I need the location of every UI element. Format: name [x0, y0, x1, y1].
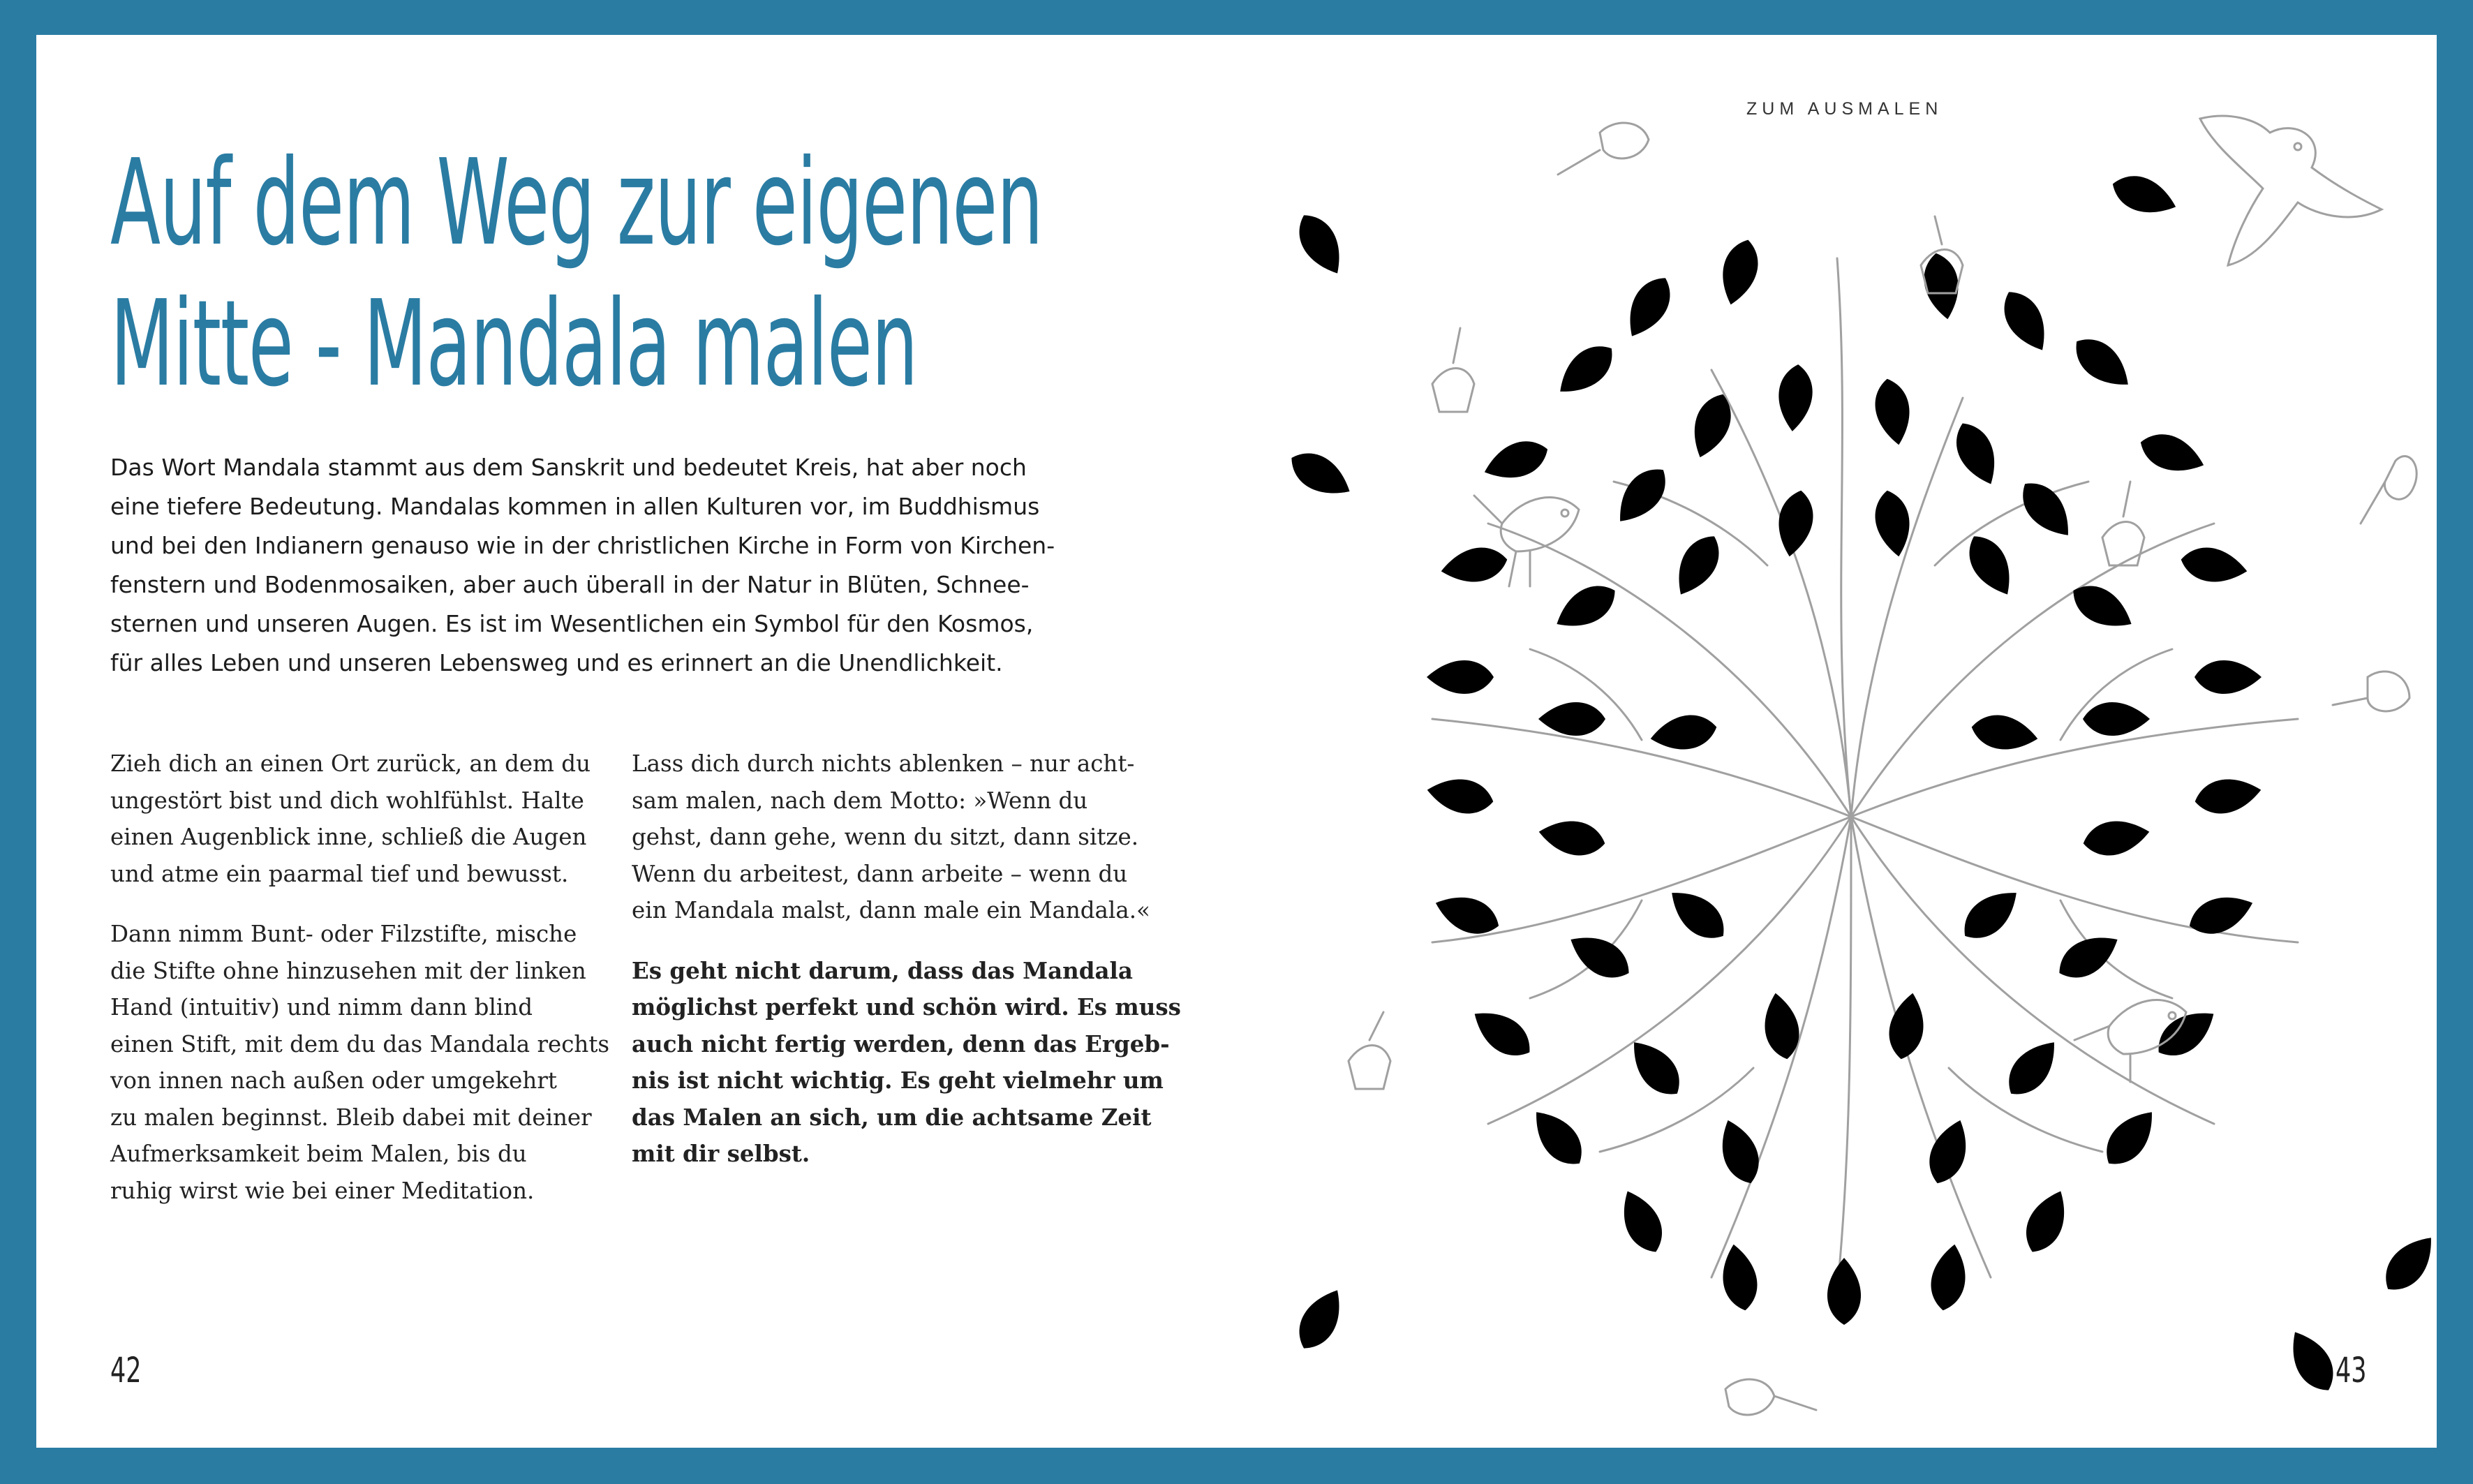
flying-bird-icon	[2200, 116, 2382, 265]
text-line: Aufmerksamkeit beim Malen, bis du	[110, 1141, 527, 1167]
leaf-icon	[2065, 576, 2139, 639]
leaf-icon	[1612, 1184, 1671, 1259]
leaf-icon	[1607, 459, 1677, 532]
left-text-column	[110, 745, 610, 1233]
text-line: einen Augenblick inne, schließ die Augen	[110, 824, 587, 850]
text-line: ruhig wirst wie bei einer Meditation.	[110, 1177, 535, 1204]
leaf-icon	[1759, 990, 1804, 1062]
leaf-icon	[2178, 543, 2250, 588]
leaf-icon	[1994, 283, 2057, 358]
leaf-icon	[1661, 880, 1734, 949]
motto-paragraph	[632, 745, 1162, 929]
text-line: zu malen beginnst. Bleib dabei mit deiner	[110, 1104, 592, 1131]
leaf-icon	[2375, 1227, 2437, 1300]
page-number-right: 43	[2335, 1350, 2367, 1390]
text-line: Zieh dich an einen Ort zurück, an dem du	[110, 750, 591, 777]
text-line: ungestört bist und dich wohlfühlst. Halte	[110, 787, 584, 814]
leaf-icon	[1684, 389, 1739, 463]
leaf-icon	[1439, 543, 1510, 588]
leaf-icon	[2017, 1184, 2076, 1259]
leaf-icon	[1773, 488, 1818, 560]
text-line: und atme ein paarmal tief und bewusst.	[110, 860, 569, 887]
text-line: die Stifte ohne hinzusehen mit der linken	[110, 957, 586, 984]
leaf-icon	[1827, 1258, 1861, 1325]
mandala-coloring-illustration	[1223, 35, 2437, 1448]
instruction-paragraph-2	[110, 916, 610, 1209]
instruction-paragraph-1	[110, 745, 599, 892]
section-label: ZUM AUSMALEN	[1746, 99, 1943, 119]
flower-bud-icon	[1558, 123, 2416, 1415]
leaf-icon	[2083, 702, 2150, 736]
intro-line: für alles Leben und unseren Lebensweg und es erinnert an die Unendlichkeit.	[110, 649, 1003, 676]
leaf-icon	[1479, 433, 1554, 488]
text-line: Es geht nicht darum, dass das Mandala	[632, 956, 1133, 984]
leaf-icon	[2066, 329, 2139, 398]
leaf-icon	[1714, 235, 1764, 309]
title-line-2: Mitte - Mandala malen	[110, 275, 918, 413]
leaf-icon	[1969, 711, 2041, 755]
text-line: Dann nimm Bunt- oder Filzstifte, mische	[110, 921, 577, 947]
leaf-icon	[2194, 660, 2262, 694]
text-line: einen Stift, mit dem du das Mandala rechts	[110, 1030, 610, 1058]
leaf-icon	[1538, 702, 1605, 736]
text-line: von innen nach außen oder umgekehrt	[110, 1067, 557, 1094]
right-text-column	[632, 745, 1181, 1196]
intro-line: und bei den Indianern genauso wie in der christlichen Kirche in Form von Kirchen-	[110, 532, 1055, 559]
leaf-icon	[1425, 773, 1497, 818]
leaf-icon	[1954, 880, 2027, 949]
page-title	[110, 133, 1043, 415]
leaf-icon	[1947, 416, 2006, 491]
leaf-icon	[1871, 376, 1915, 448]
leaf-icon	[1427, 660, 1494, 694]
leaf-icon	[1926, 1242, 1971, 1314]
title-line-1: Auf dem Weg zur eigenen	[110, 134, 1043, 272]
leaf-icon	[1998, 1032, 2067, 1104]
bell-flower-icon	[1349, 216, 2144, 1089]
intro-line: Das Wort Mandala stammt aus dem Sanskrit und bedeutet Kreis, hat aber noch	[110, 454, 1027, 481]
leaf-icon	[2107, 168, 2182, 223]
intro-line: eine tiefere Bedeutung. Mandalas kommen in allen Kulturen vor, im Buddhismus	[110, 493, 1040, 520]
text-line: Wenn du arbeitest, dann arbeite – wenn du	[632, 860, 1128, 887]
leaf-icon	[1536, 815, 1608, 860]
leaf-icon	[2012, 473, 2081, 546]
intro-line: fenstern und Bodenmosaiken, aber auch überall in der Natur in Blüten, Schnee-	[110, 571, 1030, 598]
leaf-icon	[1648, 711, 1720, 755]
intro-paragraph	[110, 448, 1185, 683]
leaf-icon	[1959, 528, 2022, 602]
leaf-icon	[1666, 528, 1729, 602]
text-line: sam malen, nach dem Motto: »Wenn du	[632, 787, 1088, 814]
text-line: mit dir selbst.	[632, 1140, 810, 1167]
leaf-icon	[1871, 488, 1915, 560]
leaf-icon	[2096, 1101, 2165, 1174]
mandala-svg	[1223, 35, 2437, 1448]
leaf-icon	[2192, 773, 2264, 818]
text-line: gehst, dann gehe, wenn du sitzt, dann sitze.	[632, 824, 1139, 850]
emphasis-paragraph	[632, 953, 1181, 1173]
leaf-icon	[2081, 815, 2153, 860]
intro-line: sternen und unseren Augen. Es ist im Wesentlichen ein Symbol für den Kosmos,	[110, 610, 1034, 637]
leaf-icon	[2051, 925, 2125, 988]
leaf-icon	[1289, 1282, 1352, 1356]
leaf-icon	[1550, 336, 1622, 405]
leaf-icon	[1712, 1115, 1767, 1189]
leaf-icon	[1524, 1101, 1593, 1174]
text-line: Hand (intuitiv) und nimm dann blind	[110, 994, 533, 1021]
text-line: auch nicht fertig werden, denn das Ergeb-	[632, 1030, 1170, 1058]
leaf-icon	[1717, 1242, 1762, 1314]
leaf-icon	[1922, 1115, 1976, 1189]
text-line: Lass dich durch nichts ablenken – nur acht-	[632, 750, 1135, 777]
text-line: ein Mandala malst, dann male ein Mandala.«	[632, 897, 1150, 923]
text-line: das Malen an sich, um die achtsame Zeit	[632, 1103, 1152, 1131]
leaf-icon	[2280, 1323, 2343, 1398]
leaf-icon	[1617, 269, 1680, 344]
leaf-icon	[2135, 426, 2210, 481]
leaf-icon	[1289, 207, 1352, 281]
leaf-icon	[2149, 1000, 2223, 1066]
leaf-icon	[1776, 363, 1815, 433]
book-spread	[36, 35, 2437, 1448]
page-number-left: 42	[110, 1350, 142, 1390]
text-line: möglichst perfekt und schön wird. Es muss	[632, 993, 1181, 1021]
text-line: nis ist nicht wichtig. Es geht vielmehr um	[632, 1067, 1164, 1094]
leaf-icon	[1548, 576, 1623, 639]
leaf-icon	[1283, 443, 1358, 506]
leaf-icon	[1465, 1000, 1539, 1066]
